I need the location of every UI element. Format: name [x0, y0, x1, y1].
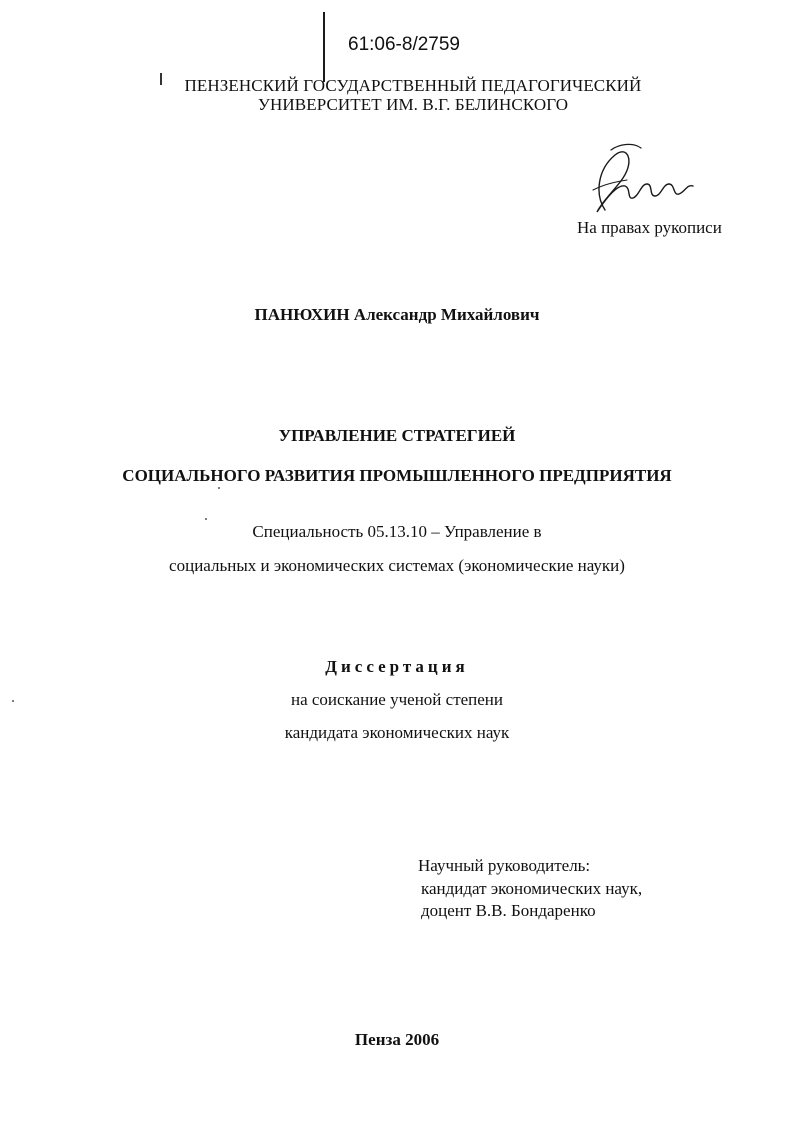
thesis-title-line1: УПРАВЛЕНИЕ СТРАТЕГИЕЙ	[278, 426, 516, 445]
author-name: ПАНЮХИН Александр Михайлович	[254, 305, 540, 324]
scan-speck	[12, 700, 14, 702]
university-name-line2: УНИВЕРСИТЕТ ИМ. В.Г. БЕЛИНСКОГО	[257, 95, 569, 114]
university-name-line1: ПЕНЗЕНСКИЙ ГОСУДАРСТВЕННЫЙ ПЕДАГОГИЧЕСКИЙ	[184, 76, 642, 95]
dissertation-label: Диссертация	[325, 657, 469, 676]
city-year: Пенза 2006	[354, 1030, 440, 1049]
thesis-title-line2: СОЦИАЛЬНОГО РАЗВИТИЯ ПРОМЫШЛЕННОГО ПРЕДПРИЯТИЯ	[122, 466, 672, 485]
specialty-line1: Специальность 05.13.10 – Управление в	[252, 522, 542, 541]
scan-speck	[205, 518, 207, 520]
degree-line2: кандидата экономических наук	[284, 723, 510, 742]
catalog-number: 61:06-8/2759	[348, 34, 460, 55]
supervisor-label: Научный руководитель:	[418, 856, 591, 875]
scan-speck	[218, 487, 220, 489]
handwritten-signature	[575, 140, 700, 220]
supervisor-name: доцент В.В. Бондаренко	[421, 901, 596, 920]
supervisor-degree: кандидат экономических наук,	[421, 879, 643, 898]
manuscript-rights-note: На правах рукописи	[577, 218, 722, 237]
degree-line1: на соискание ученой степени	[290, 690, 504, 709]
specialty-line2: социальных и экономических системах (экономические науки)	[169, 556, 625, 575]
stamp-vertical-line	[323, 12, 325, 82]
